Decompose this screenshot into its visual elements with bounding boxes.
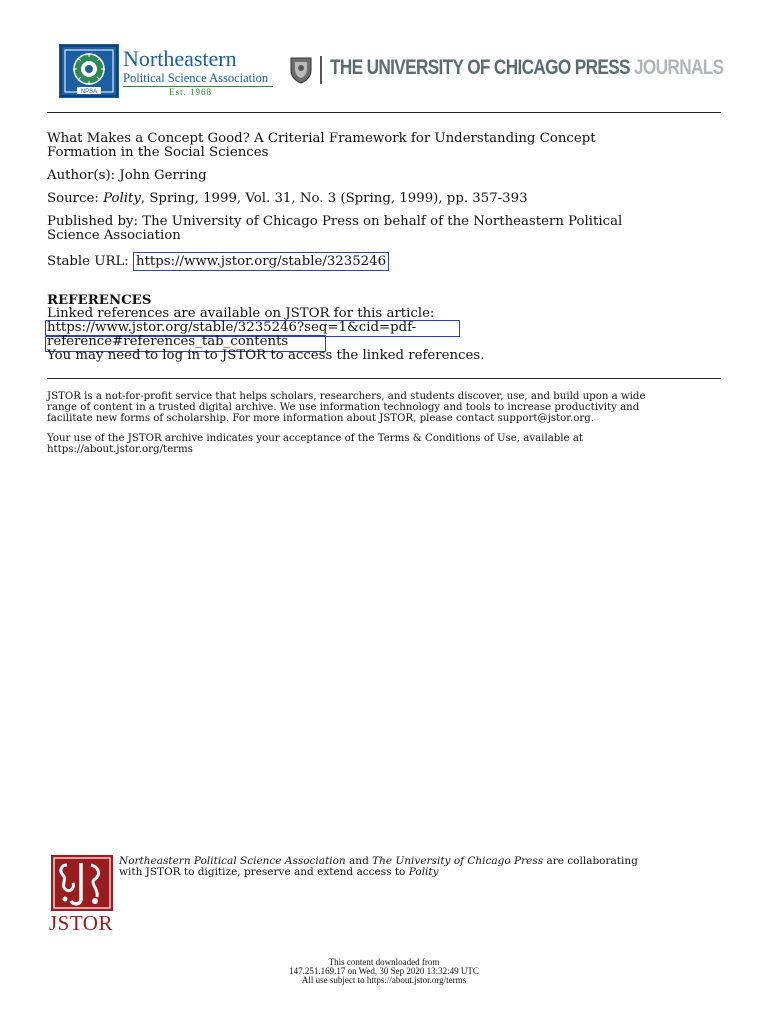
notice-p2-line2[interactable]: https://about.jstor.org/terms [47,444,193,455]
footer-line2: 147.251.169.17 on Wed, 30 Sep 2020 13:32:49 UTC [289,966,479,976]
jstor-mark-icon [51,855,113,911]
references-intro: Linked references are available on JSTOR for this article: [47,306,435,321]
collab-org2: The University of Chicago Press [372,855,544,867]
published-line2: Science Association [47,228,181,243]
authors-value: John Gerring [119,168,207,183]
references-link-line2[interactable]: reference#references_tab_contents [47,334,289,349]
notice-p1-line1: JSTOR is a not-for-profit service that helps scholars, researchers, and students discover, use, and build upon a wide [47,391,646,402]
ucp-shield-icon [290,56,312,84]
source-journal: Polity [103,191,141,206]
npsa-est: Est. 1968 [169,87,213,97]
notice-p1-line3: facilitate new forms of scholarship. For more information about JSTOR, please contact support@jstor.org. [47,413,595,424]
published-line1: Published by: The University of Chicago Press on behalf of the Northeastern Political [47,214,623,229]
footer-line1: This content downloaded from [328,957,440,967]
header-rule [47,112,721,113]
article-title-line1: What Makes a Concept Good? A Criterial Framework for Understanding Concept [47,131,596,146]
collab-journal: Polity [408,866,439,878]
article-title-line2: Formation in the Social Sciences [47,145,269,160]
stable-url-link[interactable]: https://www.jstor.org/stable/3235246 [133,252,389,271]
jstor-logo [49,855,115,935]
ucp-wordmark-main: THE UNIVERSITY OF CHICAGO PRESS [330,56,630,79]
references-link-line1[interactable]: https://www.jstor.org/stable/3235246?seq=1&cid=pdf- [47,320,417,335]
npsa-name-line2: Political Science Association [123,71,269,85]
references-login-note: You may need to log in to JSTOR to access the linked references. [47,348,485,363]
footer-line3: All use subject to https://about.jstor.org/terms [301,975,467,985]
stable-url-line [47,255,389,270]
npsa-logo [59,44,275,98]
jstor-wordmark: JSTOR [49,911,113,935]
collab-line2-prefix: with JSTOR to digitize, preserve and extend access to [119,866,409,878]
ucp-divider [320,56,322,84]
svg-text:NPSA: NPSA [80,89,98,95]
notice-p2-line1: Your use of the JSTOR archive indicates your acceptance of the Terms & Conditions of Use, available at [47,433,583,444]
source-line [47,192,528,207]
references-heading: REFERENCES [47,293,152,308]
npsa-emblem-icon [59,44,119,98]
source-details: , Spring, 1999, Vol. 31, No. 3 (Spring, 1999), pp. 357-393 [140,191,528,206]
ucp-journals-logo [290,54,724,88]
ucp-wordmark [330,56,723,80]
collab-line2 [119,867,439,879]
notice-p1-line2: range of content in a trusted digital archive. We use information technology and tools to increase productivity and [47,402,640,413]
ucp-wordmark-journals: JOURNALS [634,56,724,79]
collab-org1: Northeastern Political Science Association [119,855,346,867]
authors-line [47,169,207,184]
collab-rest1: are collaborating [543,855,638,867]
source-label: Source: [47,191,99,206]
collab-and: and [345,855,373,867]
npsa-name-line1: Northeastern [123,46,237,71]
notice-rule [47,378,721,379]
authors-label: Author(s): [47,168,116,183]
stable-url-label: Stable URL: [47,254,129,269]
